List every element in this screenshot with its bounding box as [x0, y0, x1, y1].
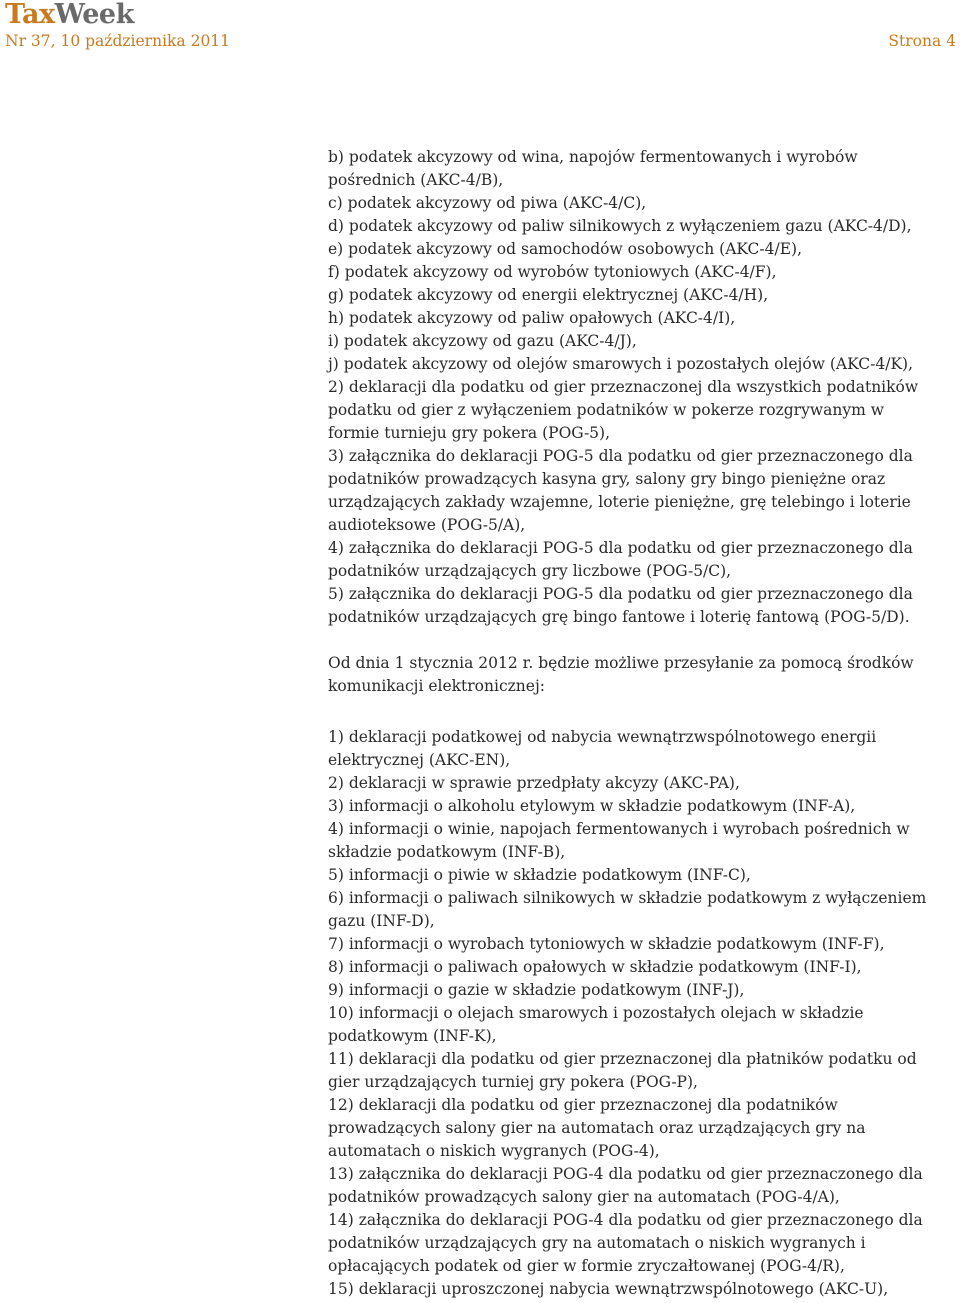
text-line: 2) deklaracji w sprawie przedpłaty akcyzy (AKC-PA),	[328, 774, 740, 792]
text-line: prowadzących salony gier na automatach oraz urządzających gry na	[328, 1119, 866, 1137]
text-line: 11) deklaracji dla podatku od gier przeznaczonej dla płatników podatku od	[328, 1050, 917, 1068]
text-line: 14) załącznika do deklaracji POG-4 dla podatku od gier przeznaczonego dla	[328, 1211, 923, 1229]
text-line: 3) załącznika do deklaracji POG-5 dla podatku od gier przeznaczonego dla	[328, 447, 913, 465]
text-line: d) podatek akcyzowy od paliw silnikowych z wyłączeniem gazu (AKC-4/D),	[328, 217, 912, 235]
page-header	[0, 0, 960, 62]
text-line: f) podatek akcyzowy od wyrobów tytoniowych (AKC-4/F),	[328, 263, 777, 281]
text-line: podatników prowadzących salony gier na automatach (POG-4/A),	[328, 1188, 840, 1206]
text-line: audioteksowe (POG-5/A),	[328, 516, 526, 534]
text-line: j) podatek akcyzowy od olejów smarowych i pozostałych olejów (AKC-4/K),	[328, 355, 914, 373]
paragraph-gap	[328, 698, 958, 726]
text-line: e) podatek akcyzowy od samochodów osobowych (AKC-4/E),	[328, 240, 803, 258]
text-line: Od dnia 1 stycznia 2012 r. będzie możliwe przesyłanie za pomocą środków	[328, 654, 914, 672]
text-line: 4) informacji o winie, napojach fermentowanych i wyrobach pośrednich w	[328, 820, 910, 838]
text-line: automatach o niskich wygranych (POG-4),	[328, 1142, 660, 1160]
text-line: podatników urządzających grę bingo fantowe i loterię fantową (POG-5/D).	[328, 608, 910, 626]
logo-week-text: Week	[54, 0, 134, 30]
page-number: Strona 4	[888, 32, 956, 50]
text-line: 6) informacji o paliwach silnikowych w składzie podatkowym z wyłączeniem	[328, 889, 927, 907]
text-line: 15) deklaracji uproszczonej nabycia wewnątrzwspólnotowego (AKC-U),	[328, 1280, 889, 1298]
text-line: komunikacji elektronicznej:	[328, 677, 545, 695]
paragraph-gap	[328, 629, 958, 652]
text-line: elektrycznej (AKC-EN),	[328, 751, 511, 769]
text-line: i) podatek akcyzowy od gazu (AKC-4/J),	[328, 332, 637, 350]
text-line: składzie podatkowym (INF-B),	[328, 843, 566, 861]
akcyza-declarations-list	[328, 146, 958, 629]
text-line: 2) deklaracji dla podatku od gier przeznaczonej dla wszystkich podatników	[328, 378, 919, 396]
text-line: gier urządzających turniej gry pokera (POG-P),	[328, 1073, 698, 1091]
text-line: podatników prowadzących kasyna gry, salony gry bingo pieniężne oraz	[328, 470, 886, 488]
text-line: podatkowym (INF-K),	[328, 1027, 497, 1045]
text-line: 4) załącznika do deklaracji POG-5 dla podatku od gier przeznaczonego dla	[328, 539, 913, 557]
issue-date: Nr 37, 10 października 2011	[5, 32, 231, 50]
text-line: 13) załącznika do deklaracji POG-4 dla podatku od gier przeznaczonego dla	[328, 1165, 923, 1183]
text-line: podatku od gier z wyłączeniem podatników w pokerze rozgrywanym w	[328, 401, 884, 419]
text-line: 9) informacji o gazie w składzie podatkowym (INF-J),	[328, 981, 745, 999]
text-line: podatników urządzających gry liczbowe (POG-5/C),	[328, 562, 732, 580]
text-line: 5) informacji o piwie w składzie podatkowym (INF-C),	[328, 866, 751, 884]
text-line: 12) deklaracji dla podatku od gier przeznaczonej dla podatników	[328, 1096, 838, 1114]
text-line: opłacających podatek od gier w formie zryczałtowanej (POG-4/R),	[328, 1257, 845, 1275]
text-line: 8) informacji o paliwach opałowych w składzie podatkowym (INF-I),	[328, 958, 862, 976]
text-line: c) podatek akcyzowy od piwa (AKC-4/C),	[328, 194, 647, 212]
text-line: 3) informacji o alkoholu etylowym w składzie podatkowym (INF-A),	[328, 797, 856, 815]
text-line: gazu (INF-D),	[328, 912, 435, 930]
intro-paragraph	[328, 652, 958, 698]
article-body	[328, 146, 958, 1301]
logo-tax-text: Tax	[5, 0, 55, 30]
text-line: pośrednich (AKC-4/B),	[328, 171, 504, 189]
text-line: h) podatek akcyzowy od paliw opałowych (AKC-4/I),	[328, 309, 736, 327]
text-line: 7) informacji o wyrobach tytoniowych w składzie podatkowym (INF-F),	[328, 935, 885, 953]
electronic-declarations-list	[328, 726, 958, 1301]
text-line: 10) informacji o olejach smarowych i pozostałych olejach w składzie	[328, 1004, 864, 1022]
text-line: b) podatek akcyzowy od wina, napojów fermentowanych i wyrobów	[328, 148, 858, 166]
text-line: podatników urządzających gry na automatach o niskich wygranych i	[328, 1234, 866, 1252]
text-line: 5) załącznika do deklaracji POG-5 dla podatku od gier przeznaczonego dla	[328, 585, 913, 603]
text-line: formie turnieju gry pokera (POG-5),	[328, 424, 611, 442]
text-line: 1) deklaracji podatkowej od nabycia wewnątrzwspólnotowego energii	[328, 728, 877, 746]
taxweek-logo	[5, 0, 134, 32]
text-line: g) podatek akcyzowy od energii elektrycznej (AKC-4/H),	[328, 286, 769, 304]
text-line: urządzających zakłady wzajemne, loterie pieniężne, grę telebingo i loterie	[328, 493, 911, 511]
